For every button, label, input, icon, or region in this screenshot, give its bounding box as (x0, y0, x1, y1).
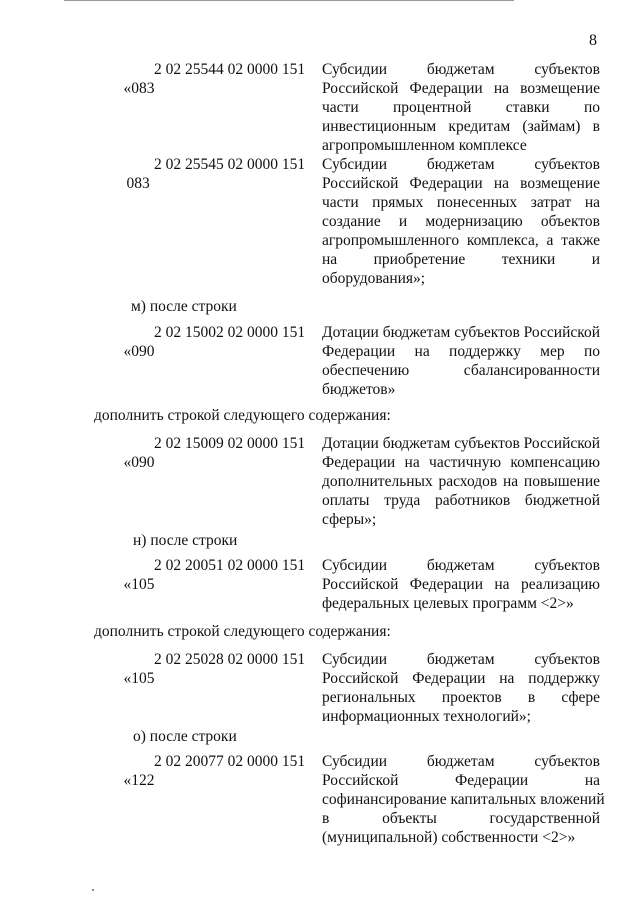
admin-code: «090 (123, 454, 155, 471)
scan-speck (92, 889, 94, 891)
add-line-note: дополнить строкой следующего содержания: (94, 407, 391, 424)
add-line-note: дополнить строкой следующего содержания: (94, 623, 391, 640)
amendment-item-o: о) после строки (133, 728, 237, 745)
description-line: бюджетов» (322, 381, 396, 398)
row-description (322, 323, 600, 399)
description-line: инвестиционным кредитам (займам) в (322, 118, 600, 135)
description-line: Федерации на поддержку мер по (322, 343, 600, 360)
description-line: Субсидии бюджетам субъектов (322, 651, 600, 668)
description-line: федеральных целевых программ <2>» (322, 595, 574, 612)
admin-code: «105 (123, 670, 155, 687)
description-line: части прямых понесенных затрат на (322, 194, 600, 211)
description-line: создание и модернизацию объектов (322, 213, 600, 230)
budget-row-code (108, 60, 306, 117)
description-line: Субсидии бюджетам субъектов (322, 156, 600, 173)
budget-classification-code: 2 02 20051 02 0000 151 (154, 557, 306, 574)
budget-classification-code: 2 02 25545 02 0000 151 (154, 156, 306, 173)
budget-row-code (108, 556, 306, 613)
description-line: Дотации бюджетам субъектов Российской (322, 435, 601, 452)
row-description (322, 60, 600, 155)
description-line: дополнительных расходов на повышение (322, 473, 600, 490)
admin-code: «122 (123, 772, 155, 789)
description-line: (муниципальной) собственности <2>» (322, 829, 576, 846)
page-number: 8 (589, 32, 597, 49)
admin-code: «105 (123, 576, 155, 593)
budget-row-code (108, 155, 306, 212)
row-description (322, 155, 600, 288)
row-description (322, 650, 600, 726)
description-line: Российской Федерации на поддержку (322, 670, 600, 687)
amendment-item-n: н) после строки (133, 532, 238, 549)
description-line: софинансирование капитальных вложений (322, 791, 605, 808)
budget-row-code (108, 752, 306, 809)
budget-row-code (108, 323, 306, 380)
description-line: Федерации на частичную компенсацию (322, 454, 600, 471)
row-description (322, 556, 600, 613)
description-line: обеспечению сбалансированности (322, 362, 600, 379)
budget-row-code (108, 650, 306, 707)
description-line: оплаты труда работников бюджетной (322, 492, 600, 509)
admin-code: 083 (126, 175, 150, 192)
description-line: на приобретение техники и (322, 251, 600, 268)
budget-row-code (108, 434, 306, 491)
budget-classification-code: 2 02 15002 02 0000 151 (154, 324, 306, 341)
description-line: агропромышленном комплексе (322, 137, 527, 154)
description-line: в объекты государственной (322, 810, 600, 827)
top-rule (64, 0, 514, 1)
description-line: Российской Федерации на возмещение (322, 80, 600, 97)
description-line: Российской Федерации на возмещение (322, 175, 600, 192)
budget-classification-code: 2 02 15009 02 0000 151 (154, 435, 306, 452)
description-line: Российской Федерации на реализацию (322, 576, 600, 593)
description-line: Российской Федерации на (322, 772, 600, 789)
description-line: Субсидии бюджетам субъектов (322, 61, 600, 78)
description-line: оборудования»; (322, 270, 426, 287)
description-line: агропромышленного комплекса, а также (322, 232, 600, 249)
description-line: Дотации бюджетам субъектов Российской (322, 324, 601, 341)
description-line: информационных технологий»; (322, 708, 531, 725)
row-description (322, 434, 600, 529)
budget-classification-code: 2 02 25544 02 0000 151 (154, 61, 306, 78)
row-description (322, 752, 605, 847)
budget-classification-code: 2 02 20077 02 0000 151 (154, 753, 306, 770)
description-line: части процентной ставки по (322, 99, 600, 116)
admin-code: «090 (123, 343, 155, 360)
description-line: Субсидии бюджетам субъектов (322, 557, 600, 574)
budget-classification-code: 2 02 25028 02 0000 151 (154, 651, 306, 668)
description-line: региональных проектов в сфере (322, 689, 600, 706)
amendment-item-m: м) после строки (131, 298, 237, 315)
admin-code: «083 (123, 80, 155, 97)
description-line: Субсидии бюджетам субъектов (322, 753, 600, 770)
description-line: сферы»; (322, 511, 377, 528)
